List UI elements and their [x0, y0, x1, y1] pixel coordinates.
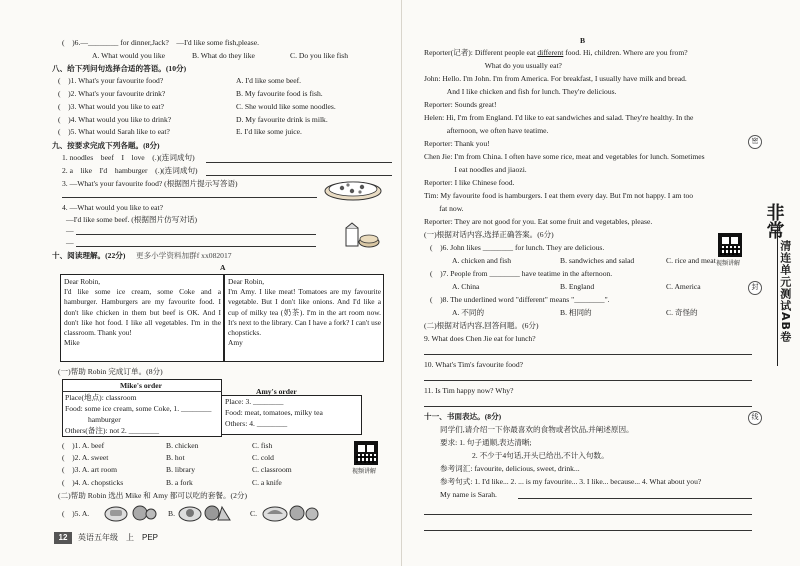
mike-order-title: Mike's order — [120, 381, 162, 390]
s8-q2: ( )2. What's your favourite drink? — [58, 89, 166, 98]
choice-1-c: C. fish — [252, 441, 273, 450]
s9-q3-answer-line[interactable] — [62, 197, 317, 198]
s8-a1: A. I'd like some beef. — [236, 76, 302, 85]
section8-title: 八、给下列问句选择合适的答语。(10分) — [52, 64, 187, 73]
q5-option-c: C. — [250, 509, 257, 518]
section10-title: 十、阅读理解。(22分) — [52, 251, 126, 260]
s8-q5: ( )5. What would Sarah like to eat? — [58, 127, 170, 136]
mc8-b: B. 相同的 — [560, 308, 592, 317]
writing-vocab: 参考词汇: favourite, delicious, sweet, drink... — [440, 464, 580, 473]
amy-letter-sign: Amy — [228, 338, 243, 348]
writing-line-3[interactable] — [424, 530, 752, 531]
s9-q2: 2. a like I'd hamburger (.)(连词成句) — [62, 166, 198, 175]
q6-option-a: A. What would you like — [92, 51, 166, 60]
qr-label-right: 视频讲解 — [716, 261, 741, 267]
amy-order-others: Others: 4. ________ — [225, 419, 288, 428]
sub2-title: (二)帮助 Robin 选出 Mike 和 Amy 都可以吃的套餐。(2分) — [58, 491, 247, 500]
pizza-picture — [322, 176, 384, 202]
choice-3-c: C. classroom — [252, 465, 292, 474]
choice-2-b: B. hot — [166, 453, 185, 462]
seal-top: 密 — [748, 135, 762, 149]
mc6-a: A. chicken and fish — [452, 256, 512, 265]
underlined-word-different: different — [537, 48, 564, 57]
qr-code-icon[interactable] — [718, 233, 742, 257]
footer-text: 英语五年级 上 PEP — [78, 533, 159, 542]
s9-q4-line-2[interactable] — [76, 246, 316, 247]
mike-letter-greeting: Dear Robin, — [64, 277, 101, 286]
choice-2-q: ( )2. A. sweet — [62, 453, 109, 462]
amy-order-food: Food: meat, tomatoes, milky tea — [225, 408, 323, 417]
mike-letter-sign: Mike — [64, 338, 80, 348]
choice-3-q: ( )3. A. art room — [62, 465, 118, 474]
mc8-a: A. 不同的 — [452, 308, 485, 317]
q6-text: ( )6.—________ for dinner,Jack? —I'd like some fish,please. — [62, 38, 259, 47]
seal-mid: 封 — [748, 281, 762, 295]
mc6-q: ( )6. John likes ________ for lunch. They are delicious. — [430, 243, 605, 252]
mike-order-food: Food: some ice cream, some Coke, 1. ________ — [65, 404, 212, 413]
s8-a4: D. My favourite drink is milk. — [236, 115, 328, 124]
open-q10: 10. What's Tim's favourite food? — [424, 360, 523, 369]
sub1-title: (一)帮助 Robin 完成订单。(8分) — [58, 367, 163, 376]
s8-q3: ( )3. What would you like to eat? — [58, 102, 164, 111]
choice-4-q: ( )4. A. chopsticks — [62, 478, 124, 487]
open-q9: 9. What does Chen Jie eat for lunch? — [424, 334, 536, 343]
dash-1: — — [66, 226, 74, 235]
mike-order-food2: hamburger — [88, 415, 121, 424]
q6-option-b: B. What do they like — [192, 51, 255, 60]
choice-4-b: B. a fork — [166, 478, 193, 487]
part-b-label: B — [580, 36, 586, 45]
dialog-line-5: Reporter: Sounds great! — [424, 100, 497, 109]
choice-4-c: C. a knife — [252, 478, 282, 487]
mike-order-divider — [62, 391, 222, 392]
seal-bottom: 线 — [748, 411, 762, 425]
choice-1-q: ( )1. A. beef — [62, 441, 105, 450]
dialog-line-14: Reporter: They are not good for you. Eat some fruit and vegetables, please. — [424, 217, 653, 226]
mike-letter-body: I'd like some ice cream, some Coke and a hamburger. Hamburgers are my favourite food. I don't like chicken in them but beef is OK. And I don't like hot food. I like all vegetables. I'm in the classroom. Thank you! — [64, 287, 221, 338]
dialog-line-1: Reporter(记者): Different people eat different food. Hi, children. Where are you from? — [424, 48, 688, 57]
right-sub1-title: (一)根据对话内容,选择正确答案。(6分) — [424, 230, 554, 239]
dialog-line-11: Reporter: I like Chinese food. — [424, 178, 515, 187]
s8-q1: ( )1. What's your favourite food? — [58, 76, 164, 85]
right-page — [402, 0, 800, 566]
amy-order-title: Amy's order — [256, 387, 297, 396]
dialog-line-3: John: Hello. I'm John. I'm from America. For breakfast, I usually have milk and bread. — [424, 74, 687, 83]
mc7-b: B. England — [560, 282, 595, 291]
s9-q1: 1. noodles beef I love (.)(连词成句) — [62, 153, 195, 162]
open-q9-answer-line[interactable] — [424, 354, 752, 355]
brand-logo: 非常 — [763, 203, 785, 239]
mike-order-others: Others(备注): not 2. ________ — [65, 426, 160, 435]
meal-set-c-icon — [262, 502, 320, 522]
writing-req1: 要求: 1. 句子通顺,表达清晰; — [440, 438, 532, 447]
choice-3-b: B. library — [166, 465, 196, 474]
s9-q3: 3. —What's your favourite food? (根据图片提示写答语) — [62, 179, 238, 188]
writing-line-1[interactable] — [518, 498, 752, 499]
part-a-label: A — [220, 263, 226, 272]
qr-code-icon[interactable] — [354, 441, 378, 465]
mc7-a: A. China — [452, 282, 480, 291]
dialog-line-8: Reporter: Thank you! — [424, 139, 490, 148]
dialog-line-9: Chen Jie: I'm from China. I often have some rice, meat and vegetables for lunch. Sometimes — [424, 152, 705, 161]
open-q11: 11. Is Tim happy now? Why? — [424, 386, 514, 395]
s8-a2: B. My favourite food is fish. — [236, 89, 323, 98]
amy-order-place: Place: 3. ________ — [225, 397, 284, 406]
mc6-c: C. rice and meat — [666, 256, 716, 265]
dialog-line-4: And I like chicken and fish for lunch. They're delicious. — [424, 87, 617, 96]
q5-option-b: B. — [168, 509, 175, 518]
milk-bread-picture — [342, 222, 382, 250]
writing-opening: My name is Sarah. — [440, 490, 497, 499]
page-number-badge: 12 — [54, 532, 72, 544]
dialog-line-2: What do you usually eat? — [424, 61, 562, 70]
dialog-line-12: Tim: My favourite food is hamburgers. I eat them every day. But I'm not happy. I am too — [424, 191, 694, 200]
right-sub2-title: (二)根据对话内容,回答问题。(6分) — [424, 321, 539, 330]
mc7-c: C. America — [666, 282, 701, 291]
open-q11-answer-line[interactable] — [424, 406, 752, 407]
dialog-line-7: afternoon, we often have teatime. — [424, 126, 549, 135]
writing-prompt: 同学们,请介绍一下你最喜欢的食物或者饮品,并阐述原因。 — [440, 425, 634, 434]
writing-req2: 2. 不少于4句话,开头已给出,不计入句数。 — [472, 451, 609, 460]
choice-1-b: B. chicken — [166, 441, 199, 450]
s8-a5: E. I'd like some juice. — [236, 127, 302, 136]
section11-title: 十一、书面表达。(8分) — [424, 412, 502, 421]
mc6-b: B. sandwiches and salad — [560, 256, 635, 265]
q6-option-c: C. Do you like fish — [290, 51, 349, 60]
amy-letter-body: I'm Amy. I like meat! Tomatoes are my favourite vegetable. But I don't like onions. And I'd like a cup of milky tea (奶茶). I'm in the art room now. It's next to the library. Can I have a fork? I can't use chopsticks. — [228, 287, 381, 338]
qr-label-left: 视频讲解 — [352, 469, 377, 475]
mike-letter — [64, 277, 221, 349]
open-q10-answer-line[interactable] — [424, 380, 752, 381]
mike-order-place: Place(地点): classroom — [65, 393, 137, 402]
s9-q1-answer-line[interactable] — [206, 162, 392, 163]
dialog-line-13: fat now. — [424, 204, 464, 213]
dash-2: — — [66, 238, 74, 247]
dialog-line-10: I eat noodles and jiaozi. — [424, 165, 527, 174]
meal-set-b-icon — [178, 502, 232, 522]
amy-letter-greeting: Dear Robin, — [228, 277, 265, 286]
mc7-q: ( )7. People from ________ have teatime in the afternoon. — [430, 269, 613, 278]
group-note: 更多小学资料加群f xx082017 — [136, 251, 232, 260]
dialog-line-6: Helen: Hi, I'm from England. I'd like to eat sandwiches and salad. They're healthy. In the — [424, 113, 694, 122]
choice-2-c: C. cold — [252, 453, 274, 462]
meal-set-a-icon — [104, 502, 158, 522]
mc8-c: C. 奇怪的 — [666, 308, 698, 317]
section9-title: 九、按要求完成下列各题。(8分) — [52, 141, 160, 150]
strip-title: 清连单元测试AB卷 — [778, 240, 792, 343]
writing-line-2[interactable] — [424, 514, 752, 515]
s9-q4-question: 4. —What would you like to eat? — [62, 203, 164, 212]
mc8-q: ( )8. The underlined word "different" means "________". — [430, 295, 610, 304]
s8-a3: C. She would like some noodles. — [236, 102, 336, 111]
s9-q4-instruction: —I'd like some beef. (根据图片仿写对话) — [66, 215, 198, 224]
s9-q4-line-1[interactable] — [76, 234, 316, 235]
q5-option-a: ( )5. A. — [62, 509, 90, 518]
s8-q4: ( )4. What would you like to drink? — [58, 115, 172, 124]
amy-letter — [228, 277, 381, 349]
writing-patterns: 参考句式: 1. I'd like... 2. ... is my favourite... 3. I like... because... 4. What about you? — [440, 477, 702, 486]
